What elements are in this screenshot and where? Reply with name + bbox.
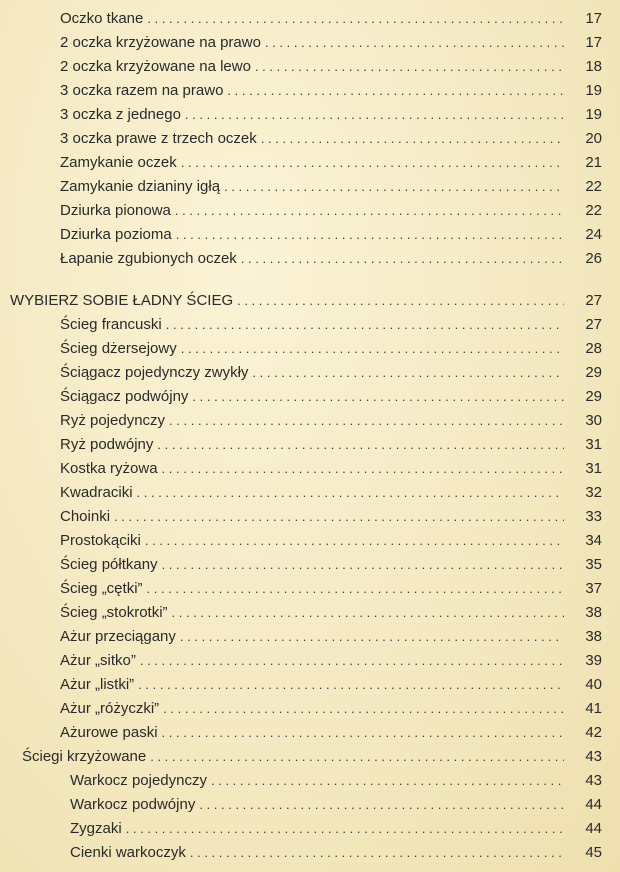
toc-entry[interactable] — [60, 646, 602, 670]
dot-leader — [181, 340, 564, 358]
toc-entry[interactable] — [60, 550, 602, 574]
toc-entry[interactable] — [60, 244, 602, 268]
toc-entry[interactable] — [60, 172, 602, 196]
toc-entry[interactable] — [60, 526, 602, 550]
toc-entry[interactable] — [60, 28, 602, 52]
dot-leader — [169, 412, 564, 430]
dot-leader — [145, 532, 564, 550]
toc-entry[interactable] — [60, 502, 602, 526]
toc-entry-title: 2 oczka krzyżowane na prawo — [60, 34, 261, 51]
toc-entry[interactable] — [60, 406, 602, 430]
toc-entry[interactable] — [60, 4, 602, 28]
dot-leader — [224, 178, 564, 196]
toc-entry-page-number: 39 — [585, 652, 602, 669]
dot-leader — [180, 628, 564, 646]
toc-entry-title: Zamykanie oczek — [60, 154, 177, 171]
toc-entry-page-number: 31 — [585, 460, 602, 477]
toc-entry-page-number: 44 — [585, 796, 602, 813]
toc-entry-title: Kwadraciki — [60, 484, 133, 501]
dot-leader — [175, 202, 564, 220]
dot-leader — [147, 580, 564, 598]
toc-entry-title: Ażur przeciągany — [60, 628, 176, 645]
dot-leader — [172, 604, 564, 622]
dot-leader — [255, 58, 564, 76]
toc-entry-page-number: 21 — [585, 154, 602, 171]
toc-entry[interactable] — [60, 76, 602, 100]
dot-leader — [162, 724, 564, 742]
toc-entry-title: Ryż pojedynczy — [60, 412, 166, 429]
toc-entry[interactable] — [22, 742, 602, 766]
toc-entry-page-number: 45 — [585, 844, 602, 861]
toc-entry[interactable] — [60, 622, 602, 646]
toc-entry[interactable] — [60, 718, 602, 742]
toc-entry-title: Ścieg „stokrotki” — [60, 604, 168, 621]
toc-entry[interactable] — [60, 124, 602, 148]
toc-entry-page-number: 22 — [585, 202, 602, 219]
toc-entry-page-number: 30 — [585, 412, 602, 429]
toc-entry[interactable] — [60, 670, 602, 694]
toc-entry-page-number: 34 — [585, 532, 602, 549]
dot-leader — [163, 700, 564, 718]
dot-leader — [192, 388, 564, 406]
dot-leader — [137, 484, 564, 502]
toc-entry-page-number: 26 — [585, 250, 602, 267]
toc-entry-page-number: 32 — [585, 484, 602, 501]
toc-entry-title: Ażur „różyczki” — [60, 700, 160, 717]
toc-entry-page-number: 18 — [585, 58, 602, 75]
toc-entry-title: Ścieg „cętki” — [60, 580, 143, 597]
toc-entry-title: Choinki — [60, 508, 111, 525]
toc-entry[interactable] — [60, 310, 602, 334]
toc-entry-page-number: 20 — [585, 130, 602, 147]
toc-entry[interactable] — [60, 358, 602, 382]
toc-entry-title: 2 oczka krzyżowane na lewo — [60, 58, 251, 75]
dot-leader — [138, 676, 564, 694]
toc-entry-page-number: 38 — [585, 604, 602, 621]
toc-entry-title: 3 oczka razem na prawo — [60, 82, 224, 99]
dot-leader — [162, 460, 564, 478]
dot-leader — [185, 106, 564, 124]
toc-entry[interactable] — [60, 382, 602, 406]
toc-entry-page-number: 43 — [585, 772, 602, 789]
dot-leader — [176, 226, 564, 244]
toc-entry-page-number: 19 — [585, 106, 602, 123]
dot-leader — [126, 820, 564, 838]
toc-entry[interactable] — [60, 334, 602, 358]
toc-entry-title: Dziurka pozioma — [60, 226, 172, 243]
toc-entry[interactable] — [10, 286, 602, 310]
toc-entry-title: Warkocz podwójny — [70, 796, 196, 813]
toc-entry-title: 3 oczka prawe z trzech oczek — [60, 130, 257, 147]
toc-entry[interactable] — [70, 814, 602, 838]
dot-leader — [237, 292, 564, 310]
dot-leader — [252, 364, 564, 382]
toc-entry[interactable] — [70, 766, 602, 790]
dot-leader — [199, 796, 564, 814]
toc-entry-title: 3 oczka z jednego — [60, 106, 181, 123]
toc-entry-title: Cienki warkoczyk — [70, 844, 186, 861]
toc-entry[interactable] — [60, 430, 602, 454]
toc-entry-title: Ściągacz pojedynczy zwykły — [60, 364, 249, 381]
toc-entry-page-number: 31 — [585, 436, 602, 453]
toc-entry-page-number: 35 — [585, 556, 602, 573]
toc-entry-page-number: 33 — [585, 508, 602, 525]
dot-leader — [157, 436, 564, 454]
toc-entry-page-number: 28 — [585, 340, 602, 357]
toc-entry-page-number: 44 — [585, 820, 602, 837]
toc-entry-page-number: 29 — [585, 388, 602, 405]
dot-leader — [190, 844, 564, 862]
toc-entry-title: Łapanie zgubionych oczek — [60, 250, 237, 267]
toc-entry[interactable] — [70, 790, 602, 814]
toc-entry-title: Zamykanie dzianiny igłą — [60, 178, 221, 195]
toc-entry-page-number: 17 — [585, 10, 602, 27]
dot-leader — [241, 250, 564, 268]
toc-entry-page-number: 22 — [585, 178, 602, 195]
toc-entry[interactable] — [60, 148, 602, 172]
toc-entry[interactable] — [60, 598, 602, 622]
toc-entry-title: Zygzaki — [70, 820, 122, 837]
toc-entry-page-number: 17 — [585, 34, 602, 51]
toc-entry-title: Warkocz pojedynczy — [70, 772, 207, 789]
toc-entry-title: Ażur „listki” — [60, 676, 135, 693]
dot-leader — [181, 154, 564, 172]
toc-entry-page-number: 37 — [585, 580, 602, 597]
toc-entry[interactable] — [60, 100, 602, 124]
toc-entry-title: Ryż podwójny — [60, 436, 154, 453]
toc-entry-page-number: 24 — [585, 226, 602, 243]
toc-entry-page-number: 27 — [585, 292, 602, 309]
toc-entry-page-number: 42 — [585, 724, 602, 741]
toc-entry-title: WYBIERZ SOBIE ŁADNY ŚCIEG — [10, 292, 234, 309]
toc-entry-title: Ażur „sitko” — [60, 652, 136, 669]
toc-entry-title: Kostka ryżowa — [60, 460, 158, 477]
dot-leader — [162, 556, 564, 574]
toc-entry-title: Ścieg dżersejowy — [60, 340, 177, 357]
toc-entry-title: Dziurka pionowa — [60, 202, 171, 219]
toc-entry-title: Ścieg półtkany — [60, 556, 158, 573]
dot-leader — [227, 82, 564, 100]
toc-entry-page-number: 43 — [585, 748, 602, 765]
toc-entry-page-number: 41 — [585, 700, 602, 717]
toc-entry[interactable] — [60, 454, 602, 478]
toc-entry[interactable] — [60, 52, 602, 76]
dot-leader — [114, 508, 564, 526]
dot-leader — [150, 748, 564, 766]
toc-entry[interactable] — [60, 694, 602, 718]
toc-entry-title: Ścieg francuski — [60, 316, 162, 333]
toc-entry[interactable] — [70, 838, 602, 862]
dot-leader — [166, 316, 564, 334]
toc-entry-title: Prostokąciki — [60, 532, 141, 549]
toc-entry[interactable] — [60, 478, 602, 502]
dot-leader — [147, 10, 564, 28]
toc-entry[interactable] — [60, 196, 602, 220]
toc-entry-page-number: 29 — [585, 364, 602, 381]
toc-entry[interactable] — [60, 574, 602, 598]
dot-leader — [140, 652, 564, 670]
toc-entry-title: Ażurowe paski — [60, 724, 158, 741]
toc-entry-title: Ściegi krzyżowane — [22, 748, 147, 765]
toc-entry[interactable] — [60, 220, 602, 244]
toc-entry-title: Ściągacz podwójny — [60, 388, 189, 405]
dot-leader — [261, 130, 564, 148]
dot-leader — [211, 772, 564, 790]
toc-entry-page-number: 38 — [585, 628, 602, 645]
dot-leader — [265, 34, 564, 52]
toc-entry-page-number: 27 — [585, 316, 602, 333]
toc-entry-page-number: 40 — [585, 676, 602, 693]
toc-entry-title: Oczko tkane — [60, 10, 144, 27]
toc-entry-page-number: 19 — [585, 82, 602, 99]
